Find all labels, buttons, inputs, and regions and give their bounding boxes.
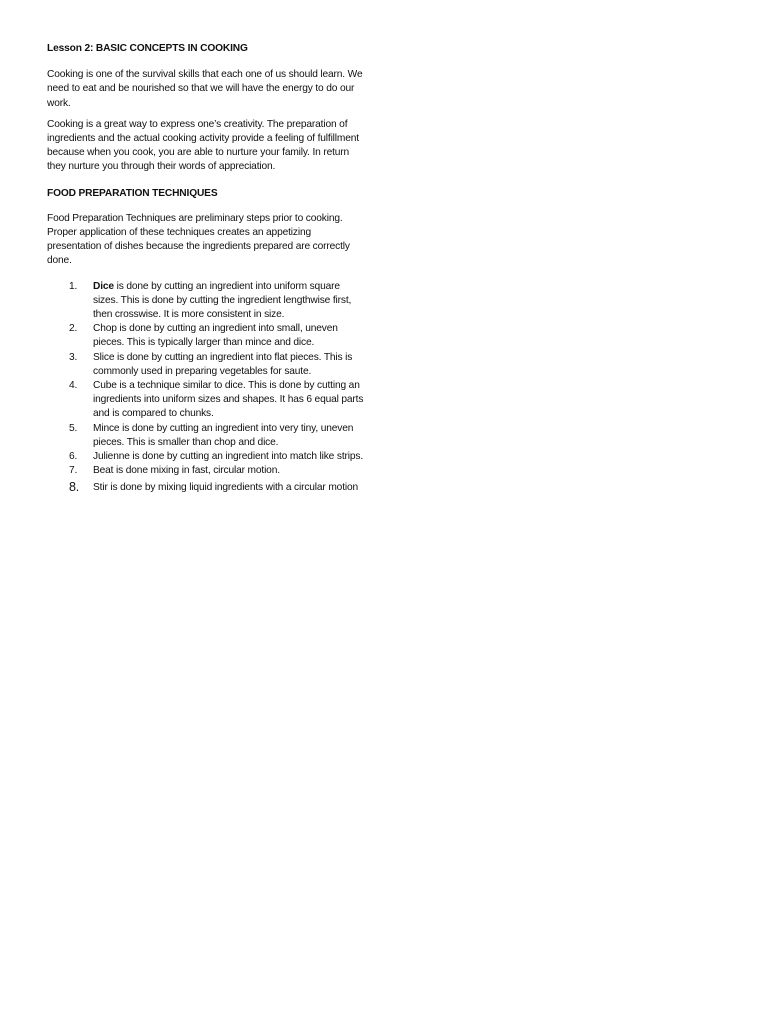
list-item-chop <box>47 322 367 350</box>
techniques-list <box>47 280 367 496</box>
list-item-cube <box>47 379 367 422</box>
document-page <box>47 42 367 496</box>
term-dice: Dice <box>93 280 114 292</box>
list-item-number: 5. <box>69 422 78 434</box>
list-item-number: 3. <box>69 351 78 363</box>
list-item-text: Cube is a technique similar to dice. This is done by cutting an ingredients into uniform sizes and shapes. It has 6 equal parts and is compared to chunks. <box>93 380 364 420</box>
list-item-text: Slice is done by cutting an ingredient into flat pieces. This is commonly used in preparing vegetables for saute. <box>93 351 353 377</box>
list-item-text: is done by cutting an ingredient into uniform square sizes. This is done by cutting the ingredient lengthwise first, then crosswise. It is more consistent in size. <box>93 280 352 321</box>
list-item-slice <box>47 351 367 379</box>
list-item-number: 7. <box>69 465 78 477</box>
list-item-mince <box>47 422 367 450</box>
list-item-number: 2. <box>69 323 78 335</box>
list-item-number: 6. <box>69 451 78 463</box>
paragraph-techniques-intro: Food Preparation Techniques are preliminary steps prior to cooking. Proper application of these techniques creates an appetizing presentation of dishes because the ingredients prepared are correctly done. <box>47 212 350 267</box>
list-item-number: 8. <box>69 480 80 495</box>
list-item-text: Mince is done by cutting an ingredient into very tiny, uneven pieces. This is smaller than chop and dice. <box>93 422 354 448</box>
lesson-title: Lesson 2: BASIC CONCEPTS IN COOKING <box>47 43 248 54</box>
section-heading-techniques: FOOD PREPARATION TECHNIQUES <box>47 187 218 199</box>
list-item-beat <box>47 464 367 478</box>
list-item-julienne <box>47 450 367 464</box>
list-item-stir <box>47 481 367 495</box>
list-item-number: 1. <box>69 280 78 292</box>
list-item-text: Julienne is done by cutting an ingredient into match like strips. <box>93 451 363 463</box>
paragraph-creativity: Cooking is a great way to express one’s creativity. The preparation of ingredients and the actual cooking activity provide a feeling of fulfillment because when you cook, you are able to nurture your family. In return they nurture you through their words of appreciation. <box>47 118 359 173</box>
list-item-number: 4. <box>69 380 78 392</box>
list-item-text: Stir is done by mixing liquid ingredients with a circular motion <box>93 482 359 494</box>
list-item-text: Beat is done mixing in fast, circular motion. <box>93 465 280 477</box>
list-item-text: Chop is done by cutting an ingredient into small, uneven pieces. This is typically larger than mince and dice. <box>93 323 338 349</box>
paragraph-survival-skill: Cooking is one of the survival skills that each one of us should learn. We need to eat and be nourished so that we will have the energy to do our work. <box>47 69 363 109</box>
list-item-dice <box>47 280 367 323</box>
